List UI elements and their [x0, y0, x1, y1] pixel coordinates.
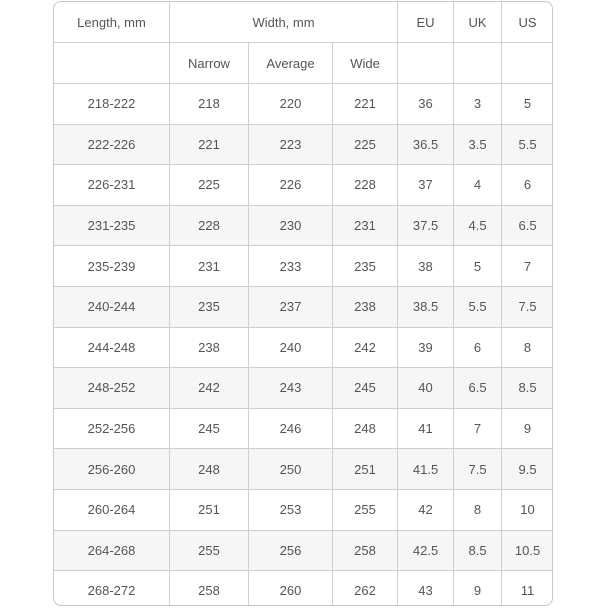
cell-wide: 262	[333, 571, 398, 606]
cell-eu: 38.5	[398, 286, 454, 327]
cell-average: 223	[249, 124, 333, 165]
cell-length: 235-239	[54, 246, 170, 287]
cell-eu: 41.5	[398, 449, 454, 490]
subheader-empty	[398, 43, 454, 84]
cell-uk: 5.5	[454, 286, 502, 327]
cell-eu: 38	[398, 246, 454, 287]
cell-us: 9	[502, 408, 553, 449]
table-row	[54, 530, 554, 571]
cell-eu: 43	[398, 571, 454, 606]
cell-eu: 37.5	[398, 205, 454, 246]
header-length: Length, mm	[54, 2, 170, 43]
cell-uk: 7.5	[454, 449, 502, 490]
cell-length: 260-264	[54, 489, 170, 530]
cell-uk: 7	[454, 408, 502, 449]
cell-narrow: 228	[170, 205, 249, 246]
cell-wide: 255	[333, 489, 398, 530]
cell-us: 10	[502, 489, 553, 530]
cell-wide: 238	[333, 286, 398, 327]
table-row	[54, 286, 554, 327]
header-uk: UK	[454, 2, 502, 43]
table-row	[54, 205, 554, 246]
cell-length: 231-235	[54, 205, 170, 246]
subheader-wide: Wide	[333, 43, 398, 84]
cell-us: 7	[502, 246, 553, 287]
cell-average: 226	[249, 165, 333, 206]
table-row	[54, 489, 554, 530]
size-chart	[53, 1, 553, 606]
cell-narrow: 258	[170, 571, 249, 606]
cell-uk: 3	[454, 84, 502, 125]
cell-average: 250	[249, 449, 333, 490]
cell-length: 256-260	[54, 449, 170, 490]
cell-average: 233	[249, 246, 333, 287]
subheader-narrow: Narrow	[170, 43, 249, 84]
cell-narrow: 235	[170, 286, 249, 327]
cell-narrow: 221	[170, 124, 249, 165]
cell-uk: 6.5	[454, 368, 502, 409]
cell-us: 7.5	[502, 286, 553, 327]
subheader-empty	[454, 43, 502, 84]
cell-length: 252-256	[54, 408, 170, 449]
cell-length: 222-226	[54, 124, 170, 165]
cell-us: 6.5	[502, 205, 553, 246]
cell-us: 11	[502, 571, 553, 606]
cell-average: 237	[249, 286, 333, 327]
cell-wide: 258	[333, 530, 398, 571]
cell-length: 226-231	[54, 165, 170, 206]
cell-eu: 42	[398, 489, 454, 530]
cell-wide: 231	[333, 205, 398, 246]
cell-wide: 225	[333, 124, 398, 165]
table-row	[54, 408, 554, 449]
cell-uk: 3.5	[454, 124, 502, 165]
subheader-empty	[502, 43, 553, 84]
cell-average: 260	[249, 571, 333, 606]
cell-eu: 37	[398, 165, 454, 206]
cell-length: 264-268	[54, 530, 170, 571]
cell-average: 220	[249, 84, 333, 125]
cell-wide: 235	[333, 246, 398, 287]
cell-us: 8	[502, 327, 553, 368]
cell-eu: 36	[398, 84, 454, 125]
cell-wide: 245	[333, 368, 398, 409]
cell-average: 243	[249, 368, 333, 409]
cell-uk: 4	[454, 165, 502, 206]
cell-wide: 248	[333, 408, 398, 449]
cell-us: 5.5	[502, 124, 553, 165]
cell-eu: 42.5	[398, 530, 454, 571]
table-row	[54, 246, 554, 287]
cell-length: 244-248	[54, 327, 170, 368]
subheader-empty	[54, 43, 170, 84]
size-table	[53, 1, 553, 606]
header-width: Width, mm	[170, 2, 398, 43]
cell-wide: 228	[333, 165, 398, 206]
cell-us: 5	[502, 84, 553, 125]
cell-uk: 8.5	[454, 530, 502, 571]
header-row	[54, 2, 554, 43]
cell-eu: 41	[398, 408, 454, 449]
table-row	[54, 84, 554, 125]
table-row	[54, 124, 554, 165]
cell-narrow: 255	[170, 530, 249, 571]
cell-narrow: 225	[170, 165, 249, 206]
cell-us: 9.5	[502, 449, 553, 490]
cell-length: 240-244	[54, 286, 170, 327]
table-row	[54, 449, 554, 490]
cell-uk: 6	[454, 327, 502, 368]
cell-us: 10.5	[502, 530, 553, 571]
table-row	[54, 165, 554, 206]
cell-eu: 36.5	[398, 124, 454, 165]
table-row	[54, 571, 554, 606]
cell-average: 230	[249, 205, 333, 246]
cell-uk: 5	[454, 246, 502, 287]
cell-us: 6	[502, 165, 553, 206]
cell-average: 256	[249, 530, 333, 571]
cell-wide: 251	[333, 449, 398, 490]
cell-length: 218-222	[54, 84, 170, 125]
cell-eu: 39	[398, 327, 454, 368]
cell-uk: 9	[454, 571, 502, 606]
cell-narrow: 251	[170, 489, 249, 530]
header-eu: EU	[398, 2, 454, 43]
cell-uk: 8	[454, 489, 502, 530]
cell-narrow: 245	[170, 408, 249, 449]
subheader-average: Average	[249, 43, 333, 84]
cell-wide: 221	[333, 84, 398, 125]
cell-average: 246	[249, 408, 333, 449]
cell-narrow: 242	[170, 368, 249, 409]
cell-narrow: 231	[170, 246, 249, 287]
cell-uk: 4.5	[454, 205, 502, 246]
header-us: US	[502, 2, 553, 43]
subheader-row	[54, 43, 554, 84]
cell-narrow: 238	[170, 327, 249, 368]
table-row	[54, 368, 554, 409]
cell-eu: 40	[398, 368, 454, 409]
table-row	[54, 327, 554, 368]
cell-average: 253	[249, 489, 333, 530]
cell-narrow: 248	[170, 449, 249, 490]
cell-wide: 242	[333, 327, 398, 368]
cell-narrow: 218	[170, 84, 249, 125]
cell-length: 248-252	[54, 368, 170, 409]
cell-average: 240	[249, 327, 333, 368]
cell-us: 8.5	[502, 368, 553, 409]
cell-length: 268-272	[54, 571, 170, 606]
